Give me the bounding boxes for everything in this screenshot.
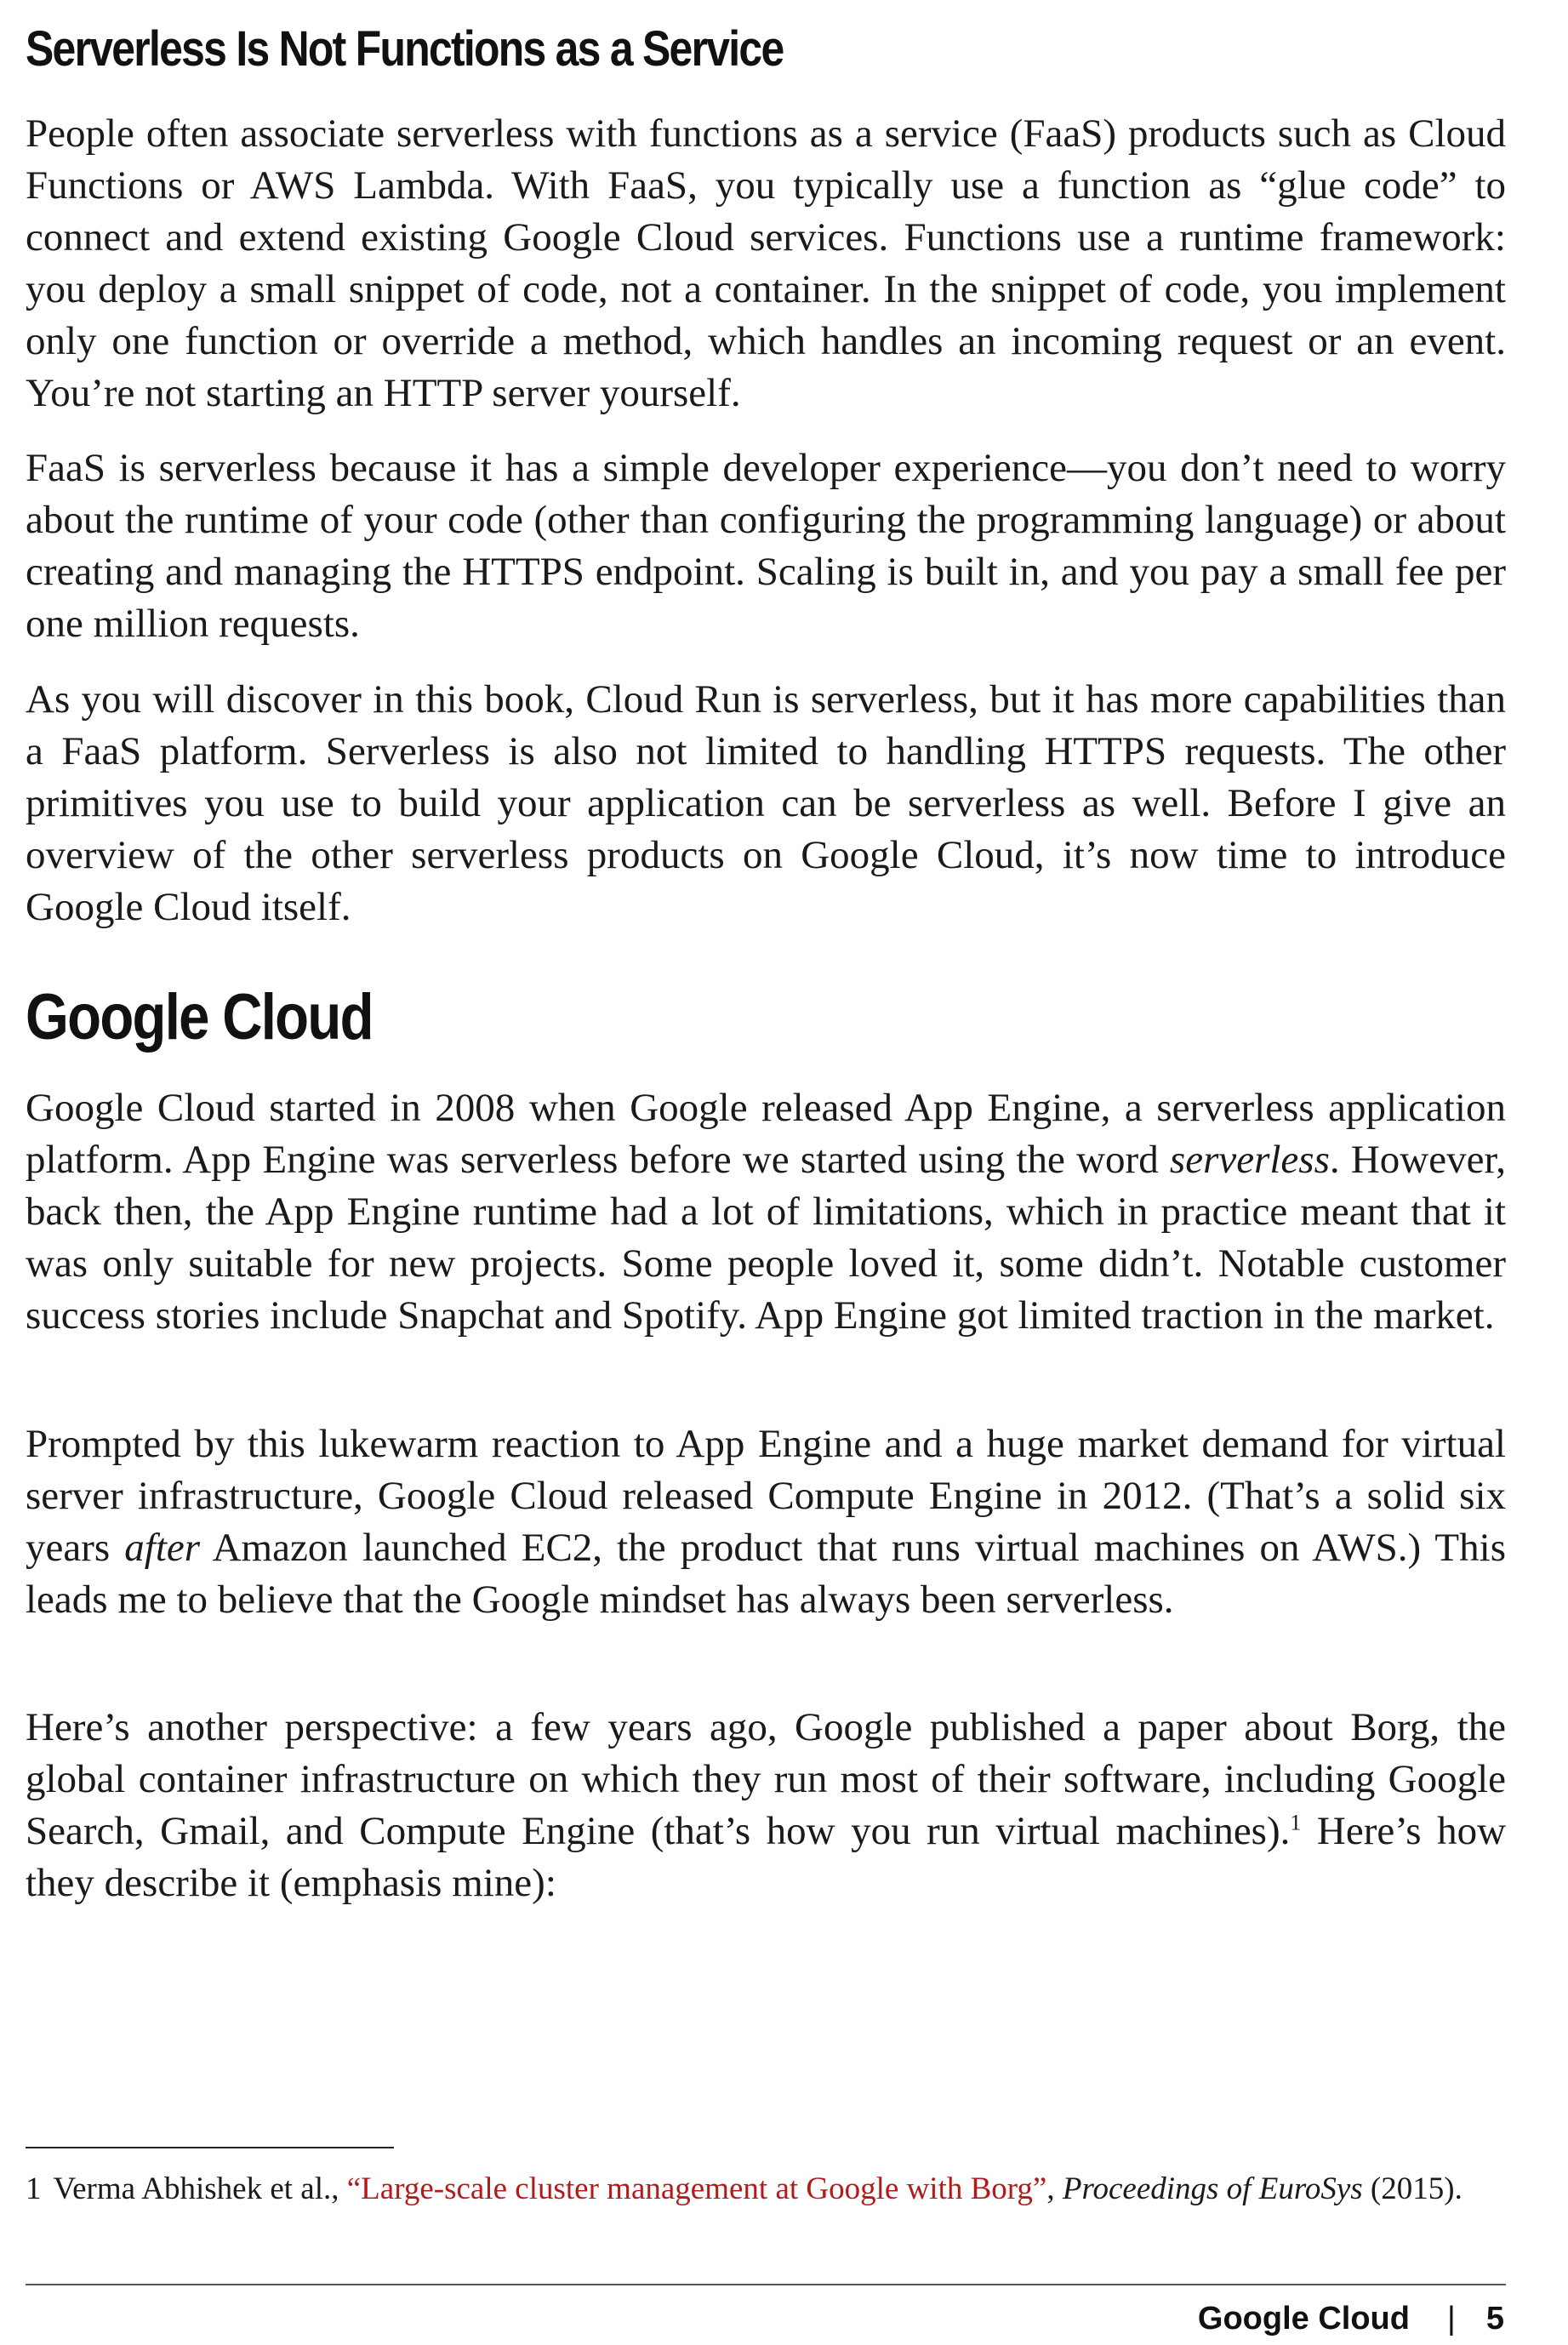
footer-divider: [26, 2284, 1506, 2285]
paragraph-borg-perspective: [26, 1702, 1506, 1909]
footnote-comma: ,: [1046, 2171, 1063, 2206]
footnote-link-borg-paper[interactable]: “Large-scale cluster management at Google with Borg”: [346, 2171, 1047, 2206]
footnote: [26, 2168, 1523, 2211]
footnote-reference-marker[interactable]: 1: [1290, 1810, 1302, 1835]
text-run: Prompted by this lukewarm reaction to App Engine and a huge market demand for virtual server infrastructure, Google Cloud released Compute Engine in 2012. (That’s a solid six years: [26, 1422, 1506, 1570]
footnote-author: Verma Abhishek et al.,: [53, 2171, 347, 2206]
paragraph-faas-intro: People often associate serverless with functions as a service (FaaS) products such as Cloud Functions or AWS Lambda. With FaaS, you typically use a function as “glue code” to connect and extend existing Google Cloud services. Functions use a runtime framework: you deploy a small snippet of code, not a container. In the snippet of code, you implement only one function or override a method, which handles an incoming request or an event. You’re not starting an HTTP server yourself.: [26, 111, 1506, 415]
paragraph-faas-serverless: FaaS is serverless because it has a simple developer experience—you don’t need to worry about the runtime of your code (other than configuring the programming language) or about creating and managing the HTTPS endpoint. Scaling is built in, and you pay a small fee per one million requests.: [26, 446, 1506, 646]
emphasis-serverless: serverless: [1169, 1138, 1330, 1182]
section-heading-serverless-not-faas: Serverless Is Not Functions as a Service: [26, 21, 784, 77]
footer-separator: |: [1446, 2301, 1456, 2336]
text-run: . However, back then, the App Engine runtime had a lot of limitations, which in practice meant that it was only suitable for new projects. Some people loved it, some didn’t. Notable customer success stories include Snapchat and Spotify. App Engine got limited traction in the market.: [26, 1138, 1506, 1338]
footnote-venue: Proceedings of EuroSys: [1062, 2171, 1363, 2206]
running-head-title: Google Cloud: [1197, 2301, 1410, 2336]
text-run: Here’s another perspective: a few years ago, Google published a paper about Borg, the global container infrastructure on which they run most of their software, including Google Search, Gmail, and Compute Engine (that’s how you run virtual machines).: [26, 1705, 1506, 1853]
emphasis-after: after: [124, 1526, 201, 1570]
footnote-divider: [26, 2147, 394, 2148]
text-run: Here’s how they describe it (emphasis mine):: [26, 1809, 1507, 1905]
paragraph-app-engine-history: [26, 1082, 1506, 1342]
paragraph-compute-engine: [26, 1418, 1506, 1626]
page-number: 5: [1485, 2301, 1504, 2336]
page-footer: [1198, 2297, 1504, 2340]
text-run: Amazon launched EC2, the product that runs virtual machines on AWS.) This leads me to believe that the Google mindset has always been serverless.: [26, 1526, 1506, 1622]
paragraph-cloud-run-capabilities: As you will discover in this book, Cloud Run is serverless, but it has more capabilities than a FaaS platform. Serverless is also not limited to handling HTTPS requests. The other primitives you use to build your application can be serverless as well. Before I give an overview of the other serverless products on Google Cloud, it’s now time to introduce Google Cloud itself.: [26, 677, 1506, 929]
footnote-number: 1: [26, 2171, 42, 2206]
footnote-year: (2015).: [1362, 2171, 1463, 2206]
section-heading-google-cloud: Google Cloud: [26, 981, 373, 1053]
text-run: Google Cloud started in 2008 when Google released App Engine, a serverless application platform. App Engine was serverless before we started using the word: [26, 1086, 1506, 1182]
